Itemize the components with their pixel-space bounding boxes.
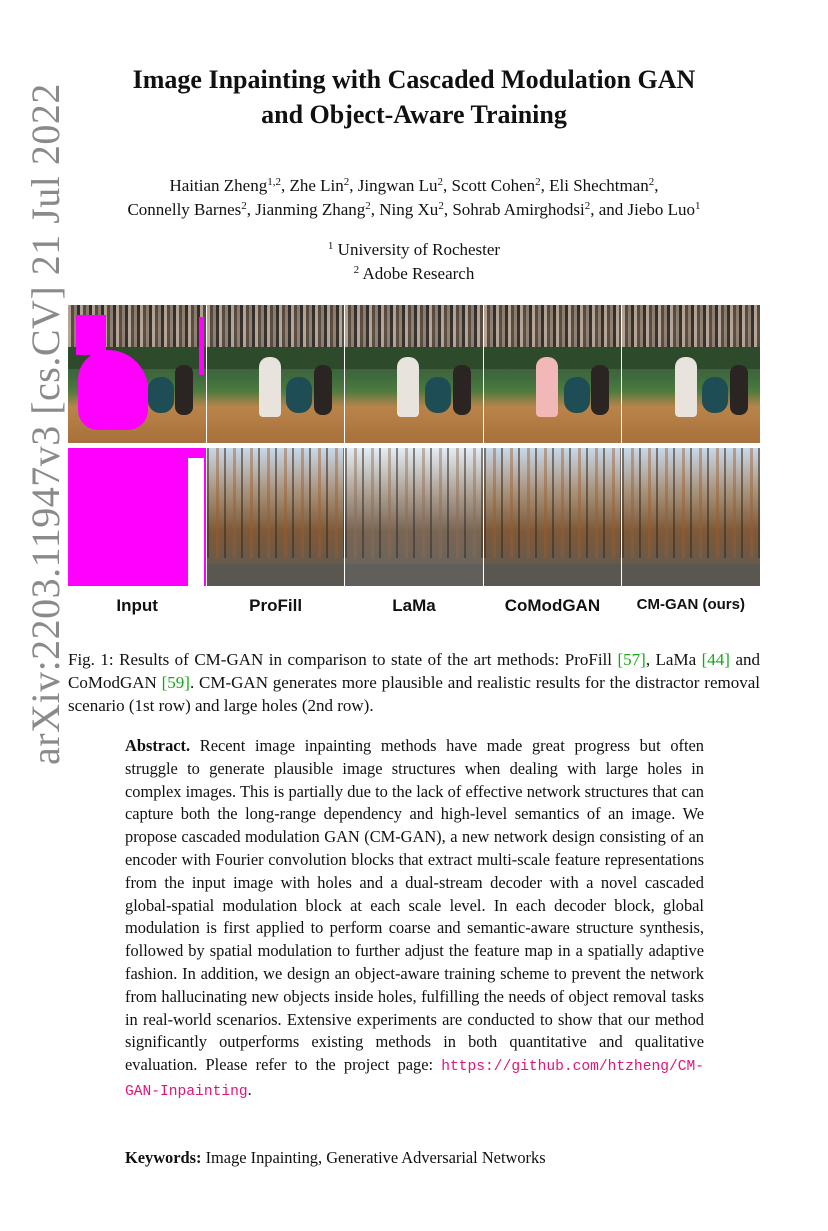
author-affiliation-marker: 2 — [438, 200, 444, 212]
affiliation-2: $^2$ Adobe Research — [353, 264, 475, 283]
teaser-figure — [68, 305, 760, 616]
author-affiliation-marker: 2 — [365, 200, 371, 212]
citation-link-59[interactable]: [59] — [161, 673, 190, 692]
baseball-cmgan-image — [622, 305, 760, 443]
author-affiliation-marker: 2 — [343, 176, 350, 188]
citation-link-44[interactable]: [44] — [701, 650, 730, 669]
author-affiliation-marker: 2 — [437, 176, 444, 188]
affiliation-1: $^1$ University of Rochester — [327, 240, 501, 259]
author-affiliation-marker: 2 — [535, 176, 541, 188]
label-cmgan: CM-GAN (ours) — [636, 596, 745, 613]
author-list: Haitian Zheng$^{1,2}$, Zhe Lin$^2$, Jingwan Lu$^2$, Scott Cohen$^2$, Eli Shechtman$^2$, Connelly Barnes$^2$, Jianming Zhang$^2$, Ning Xu$^2$, Sohrab Amirghodsi$^2$, and Jiebo Luo$^1$ — [127, 176, 701, 219]
affiliations — [200, 238, 628, 286]
forest-cmgan-image — [622, 448, 760, 586]
label-lama: LaMa — [392, 596, 436, 615]
label-profill: ProFill — [249, 596, 303, 615]
baseball-comodgan-image — [484, 305, 622, 443]
author-affiliation-marker: 2 — [584, 200, 591, 212]
citation-link-57[interactable]: [57] — [617, 650, 646, 669]
figure-row-forest — [68, 448, 760, 586]
author-name: Ning Xu — [379, 200, 439, 219]
author-name: Eli Shechtman — [549, 176, 649, 195]
baseball-input-image — [68, 305, 206, 443]
author-name: Jingwan Lu — [357, 176, 438, 195]
author-affiliation-marker: 1 — [695, 200, 701, 212]
label-input: Input — [116, 596, 158, 615]
keywords-text: Image Inpainting, Generative Adversarial Networks — [201, 1148, 546, 1167]
author-affiliation-marker: 1,2 — [267, 176, 281, 188]
figure-caption: Fig. 1: Results of CM-GAN in comparison to state of the art methods: ProFill [57], LaMa [44] and CoModGAN [59]. CM-GAN generates more plausible and realistic results for the distractor removal scenario (1st row) and large holes (2nd row). — [68, 650, 761, 715]
abstract: Abstract. Recent image inpainting methods have made great progress but often struggle to generate plausible image structures when dealing with large holes in complex images. This is partially due to the lack of effective network structures that can capture both the long-range dependency and high-level semantics of an image. We propose cascaded modulation GAN (CM-GAN), a new network design consisting of an encoder with Fourier convolution blocks that extract multi-scale feature representations from the input image with holes and a dual-stream decoder with a novel cascaded global-spatial modulation block at each scale level. In each decoder block, global modulation is first applied to perform coarse and semantic-aware structure synthesis, followed by spatial modulation to further adjust the feature map in a spatially adaptive fashion. In addition, we design an object-aware training scheme to prevent the network from hallucinating new objects inside holes, fulfilling the needs of object removal tasks in real-world scenarios. Extensive experiments are conducted to show that our method significantly outperforms existing methods in both quantitative and qualitative evaluation. Please refer to the project page: https://github.com/htzheng/CM-GAN-Inpainting. — [125, 736, 704, 1100]
author-affiliation-marker: 2 — [241, 200, 247, 212]
abstract-body: Recent image inpainting methods have made great progress but often struggle to generate plausible image structures when dealing with large holes in complex images. This is partially due to the lack of effective network structures that can capture both the long-range dependency and high-level semantics of an image. We propose cascaded modulation GAN (CM-GAN), a new network design consisting of an encoder with Fourier convolution blocks that extract multi-scale feature representations from the input image with holes and a dual-stream decoder with a novel cascaded global-spatial modulation block at each scale level. In each decoder block, global modulation is first applied to perform coarse and semantic-aware structure synthesis, followed by spatial modulation to further adjust the feature map in a spatially adaptive fashion. In addition, we design an object-aware training scheme to prevent the network from hallucinating new objects inside holes, fulfilling the needs of object removal tasks in real-world scenarios. Extensive experiments are conducted to show that our method significantly outperforms existing methods in both quantitative and qualitative evaluation. Please refer to the project page: — [125, 736, 704, 1075]
figure-row-baseball — [68, 305, 760, 443]
forest-lama-image — [345, 448, 483, 586]
author-name: Jiebo Luo — [627, 200, 696, 219]
abstract-heading: Abstract. — [125, 736, 191, 755]
author-name: Sohrab Amirghodsi — [452, 200, 585, 219]
author-name: Connelly Barnes — [127, 200, 242, 219]
author-name: Scott Cohen — [451, 176, 536, 195]
title-line-2: and Object-Aware Training — [261, 100, 567, 129]
author-name: Zhe Lin — [289, 176, 344, 195]
author-name: Haitian Zheng — [169, 176, 268, 195]
forest-profill-image — [207, 448, 345, 586]
project-page-link[interactable]: https://github.com/htzheng/CM-GAN-Inpainting — [125, 1059, 704, 1100]
figure-column-labels — [68, 596, 760, 616]
title-line-1: Image Inpainting with Cascaded Modulation GAN — [132, 65, 696, 94]
label-comodgan: CoModGAN — [504, 596, 601, 615]
keywords — [125, 1147, 704, 1169]
author-name: Jianming Zhang — [255, 200, 366, 219]
keywords-heading: Keywords: — [125, 1148, 202, 1167]
baseball-lama-image — [345, 305, 483, 443]
forest-input-image — [68, 448, 206, 586]
forest-comodgan-image — [484, 448, 622, 586]
baseball-profill-image — [207, 305, 345, 443]
paper-title — [80, 62, 748, 132]
author-affiliation-marker: 2 — [648, 176, 655, 188]
arxiv-identifier: arXiv:2203.11947v3 [cs.CV] 21 Jul 2022 — [23, 83, 68, 765]
